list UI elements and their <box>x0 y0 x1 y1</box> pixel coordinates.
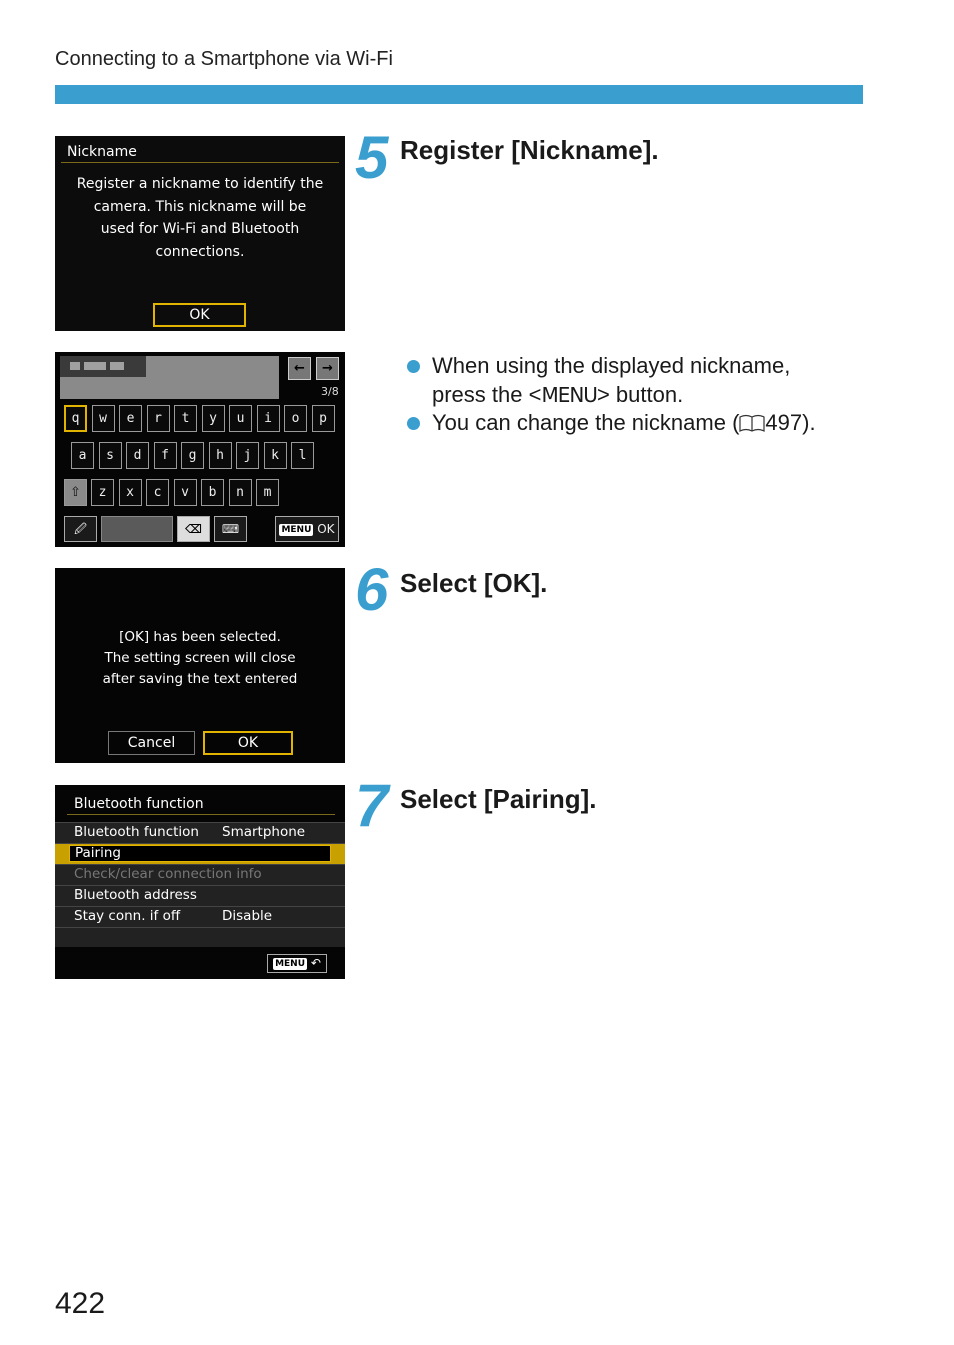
nickname-screen <box>55 136 345 331</box>
arrow-left-icon[interactable]: ← <box>288 357 311 380</box>
key-j[interactable]: j <box>236 442 259 469</box>
page-number: 422 <box>55 1287 106 1320</box>
key-f[interactable]: f <box>154 442 177 469</box>
menu-row-stay-conn[interactable] <box>55 906 345 927</box>
instruction-bullets <box>407 352 816 438</box>
bullet-text: You can change the nickname ( <box>432 410 740 435</box>
ok-confirm-screen <box>55 568 345 763</box>
key-d[interactable]: d <box>126 442 149 469</box>
key-q[interactable]: q <box>64 405 87 432</box>
keyboard-screen <box>55 352 345 547</box>
bullet-dot-icon <box>407 417 420 430</box>
shift-icon[interactable]: ⇧ <box>64 479 87 506</box>
menu-row-empty <box>55 927 345 947</box>
screen-title: Bluetooth function <box>74 796 204 812</box>
menu-row-bluetooth-address[interactable] <box>55 885 345 906</box>
step-title-6: Select [OK]. <box>400 568 548 598</box>
row-label: Check/clear connection info <box>74 866 262 882</box>
back-icon: ↶ <box>310 956 321 970</box>
space-key[interactable] <box>101 516 173 542</box>
bullet-text: ). <box>802 410 816 435</box>
step-number-7: 7 <box>355 772 387 839</box>
key-x[interactable]: x <box>119 479 142 506</box>
row-label: Pairing <box>75 845 121 861</box>
key-k[interactable]: k <box>264 442 287 469</box>
key-n[interactable]: n <box>229 479 252 506</box>
row-label: Bluetooth function <box>74 824 199 840</box>
confirm-line-2: The setting screen will close <box>104 650 296 666</box>
menu-ok-button[interactable] <box>275 516 339 542</box>
screen-title: Nickname <box>67 144 137 160</box>
row-label: Bluetooth address <box>74 887 197 903</box>
key-o[interactable]: o <box>284 405 307 432</box>
key-g[interactable]: g <box>181 442 204 469</box>
key-p[interactable]: p <box>312 405 335 432</box>
bullet-item <box>407 352 816 409</box>
menu-badge: MENU <box>281 524 312 535</box>
nickname-text-blurred <box>60 356 146 377</box>
step-number-5: 5 <box>355 124 387 191</box>
key-v[interactable]: v <box>174 479 197 506</box>
menu-row-check-clear <box>55 864 345 885</box>
key-i[interactable]: i <box>257 405 280 432</box>
ok-button[interactable]: OK <box>153 303 246 327</box>
key-t[interactable]: t <box>174 405 197 432</box>
nickname-message: Register a nickname to identify the camera. This nickname will be used for Wi-Fi and Bluetooth connections. <box>76 176 324 260</box>
header-title: Connecting to a Smartphone via Wi-Fi <box>55 48 393 70</box>
confirm-line-3: after saving the text entered <box>102 671 298 687</box>
nickname-input[interactable] <box>60 356 279 399</box>
key-h[interactable]: h <box>209 442 232 469</box>
key-e[interactable]: e <box>119 405 142 432</box>
header-bar <box>55 85 863 104</box>
bluetooth-screen <box>55 785 345 979</box>
key-c[interactable]: c <box>146 479 169 506</box>
key-m[interactable]: m <box>256 479 279 506</box>
key-l[interactable]: l <box>291 442 314 469</box>
cancel-button[interactable]: Cancel <box>108 731 195 755</box>
row-value: Smartphone <box>222 824 306 840</box>
ok-label: OK <box>317 522 335 536</box>
menu-row-pairing[interactable] <box>55 843 345 864</box>
bullet-dot-icon <box>407 360 420 373</box>
key-z[interactable]: z <box>91 479 114 506</box>
key-a[interactable]: a <box>71 442 94 469</box>
menu-button-label: MENU <box>541 382 597 407</box>
key-b[interactable]: b <box>201 479 224 506</box>
key-s[interactable]: s <box>99 442 122 469</box>
bullet-text: When using the displayed nickname, <box>432 353 791 378</box>
ok-button[interactable]: OK <box>203 731 293 755</box>
page-reference[interactable]: 497 <box>765 410 803 435</box>
step-number-6: 6 <box>355 556 387 623</box>
step-title-5: Register [Nickname]. <box>400 135 659 165</box>
book-icon <box>739 414 765 432</box>
menu-badge: MENU <box>275 958 306 969</box>
char-count: 3/8 <box>321 385 339 398</box>
key-w[interactable]: w <box>92 405 115 432</box>
title-divider <box>67 814 335 815</box>
step-title-7: Select [Pairing]. <box>400 784 597 814</box>
key-r[interactable]: r <box>147 405 170 432</box>
row-label: Stay conn. if off <box>74 908 181 924</box>
arrow-right-icon[interactable]: → <box>316 357 339 380</box>
bullet-text: press the < <box>432 381 542 407</box>
key-y[interactable]: y <box>202 405 225 432</box>
row-value: Disable <box>222 908 273 924</box>
menu-row-bluetooth-function[interactable] <box>55 822 345 843</box>
key-u[interactable]: u <box>229 405 252 432</box>
bullet-text: > button. <box>596 381 684 407</box>
title-divider <box>61 162 339 163</box>
confirm-message <box>55 627 345 690</box>
input-mode-icon[interactable]: 🖉 <box>64 516 97 542</box>
confirm-line-1: [OK] has been selected. <box>119 629 281 645</box>
backspace-icon[interactable]: ⌫ <box>177 516 210 542</box>
bullet-item <box>407 409 816 438</box>
menu-back-button[interactable] <box>267 954 327 973</box>
keyboard-icon[interactable]: ⌨ <box>214 516 247 542</box>
